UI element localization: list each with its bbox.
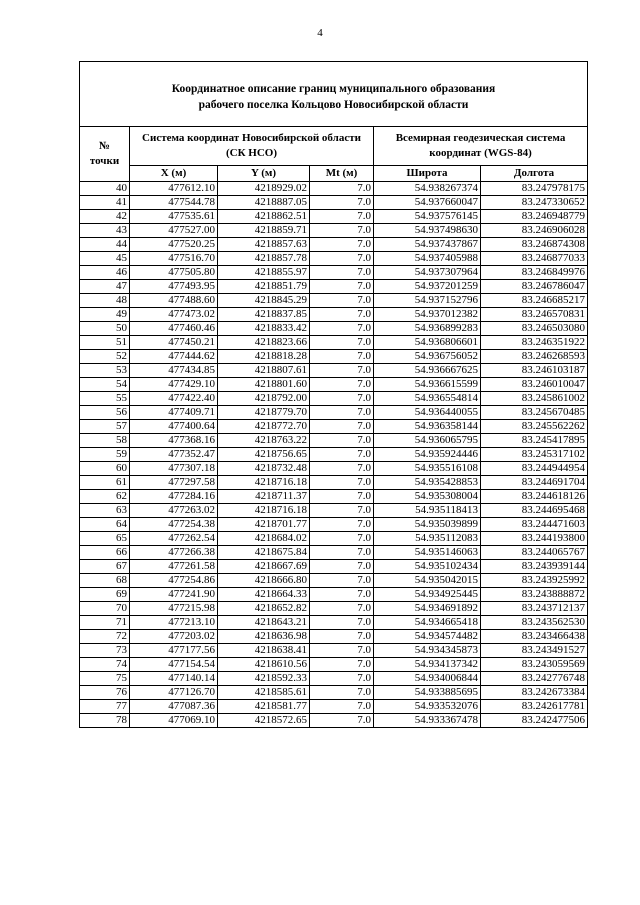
x-value-cell: 477400.64: [130, 420, 218, 434]
longitude-value-cell: 83.246503080: [481, 322, 588, 336]
mt-value-cell: 7.0: [310, 224, 374, 238]
x-value-cell: 477368.16: [130, 434, 218, 448]
x-value-cell: 477203.02: [130, 630, 218, 644]
point-number-cell: 54: [80, 378, 130, 392]
latitude-value-cell: 54.935118413: [374, 504, 481, 518]
y-value-cell: 4218929.02: [218, 182, 310, 196]
longitude-value-cell: 83.245417895: [481, 434, 588, 448]
latitude-value-cell: 54.936615599: [374, 378, 481, 392]
table-row: [80, 420, 588, 434]
point-number-cell: 74: [80, 658, 130, 672]
table-row: [80, 658, 588, 672]
y-value-cell: 4218823.66: [218, 336, 310, 350]
table-row: [80, 308, 588, 322]
mt-value-cell: 7.0: [310, 434, 374, 448]
x-value-cell: 477544.78: [130, 196, 218, 210]
latitude-value-cell: 54.934925445: [374, 588, 481, 602]
mt-value-cell: 7.0: [310, 308, 374, 322]
longitude-value-cell: 83.245670485: [481, 406, 588, 420]
point-number-cell: 50: [80, 322, 130, 336]
table-row: [80, 280, 588, 294]
table-row: [80, 560, 588, 574]
longitude-value-cell: 83.246948779: [481, 210, 588, 224]
x-value-cell: 477460.46: [130, 322, 218, 336]
longitude-value-cell: 83.246685217: [481, 294, 588, 308]
latitude-value-cell: 54.937498630: [374, 224, 481, 238]
mt-value-cell: 7.0: [310, 630, 374, 644]
y-value-cell: 4218756.65: [218, 448, 310, 462]
x-value-cell: 477297.58: [130, 476, 218, 490]
point-number-header: [80, 127, 130, 182]
point-number-cell: 60: [80, 462, 130, 476]
longitude-value-cell: 83.242776748: [481, 672, 588, 686]
latitude-value-cell: 54.936065795: [374, 434, 481, 448]
table-row: [80, 700, 588, 714]
latitude-value-cell: 54.937437867: [374, 238, 481, 252]
latitude-value-cell: 54.937660047: [374, 196, 481, 210]
table-row: [80, 546, 588, 560]
mt-value-cell: 7.0: [310, 350, 374, 364]
y-value-cell: 4218807.61: [218, 364, 310, 378]
mt-value-cell: 7.0: [310, 700, 374, 714]
mt-value-cell: 7.0: [310, 392, 374, 406]
point-number-cell: 49: [80, 308, 130, 322]
longitude-value-cell: 83.246874308: [481, 238, 588, 252]
mt-value-cell: 7.0: [310, 266, 374, 280]
table-row: [80, 574, 588, 588]
longitude-value-cell: 83.245861002: [481, 392, 588, 406]
latitude-value-cell: 54.936667625: [374, 364, 481, 378]
point-number-cell: 65: [80, 532, 130, 546]
point-number-cell: 62: [80, 490, 130, 504]
mt-value-cell: 7.0: [310, 658, 374, 672]
x-value-cell: 477266.38: [130, 546, 218, 560]
mt-header: Mt (м): [310, 166, 374, 182]
y-header: Y (м): [218, 166, 310, 182]
longitude-value-cell: 83.242673384: [481, 686, 588, 700]
longitude-value-cell: 83.243491527: [481, 644, 588, 658]
y-value-cell: 4218675.84: [218, 546, 310, 560]
mt-value-cell: 7.0: [310, 546, 374, 560]
table-title: [80, 62, 588, 127]
latitude-value-cell: 54.937405988: [374, 252, 481, 266]
longitude-value-cell: 83.246849976: [481, 266, 588, 280]
latitude-value-cell: 54.938267374: [374, 182, 481, 196]
x-header: X (м): [130, 166, 218, 182]
x-value-cell: 477493.95: [130, 280, 218, 294]
table-row: [80, 476, 588, 490]
table-title-line2: рабочего поселка Кольцово Новосибирской области: [198, 99, 469, 111]
x-value-cell: 477535.61: [130, 210, 218, 224]
table-row: [80, 490, 588, 504]
table-row: [80, 294, 588, 308]
point-number-cell: 44: [80, 238, 130, 252]
point-number-cell: 56: [80, 406, 130, 420]
point-number-cell: 48: [80, 294, 130, 308]
longitude-value-cell: 83.242477506: [481, 714, 588, 728]
x-value-cell: 477284.16: [130, 490, 218, 504]
mt-value-cell: 7.0: [310, 238, 374, 252]
table-row: [80, 602, 588, 616]
page-number: 4: [317, 27, 323, 39]
y-value-cell: 4218857.78: [218, 252, 310, 266]
table-row: [80, 238, 588, 252]
x-value-cell: 477126.70: [130, 686, 218, 700]
x-value-cell: 477516.70: [130, 252, 218, 266]
table-row: [80, 210, 588, 224]
longitude-value-cell: 83.246351922: [481, 336, 588, 350]
table-row: [80, 644, 588, 658]
longitude-value-cell: 83.243888872: [481, 588, 588, 602]
point-number-cell: 64: [80, 518, 130, 532]
table-row: [80, 252, 588, 266]
nso-system-header: Система координат Новосибирской области (СК НСО): [130, 127, 374, 166]
table-row: [80, 406, 588, 420]
y-value-cell: 4218652.82: [218, 602, 310, 616]
latitude-value-cell: 54.935924446: [374, 448, 481, 462]
y-value-cell: 4218643.21: [218, 616, 310, 630]
longitude-value-cell: 83.243939144: [481, 560, 588, 574]
mt-value-cell: 7.0: [310, 616, 374, 630]
point-number-cell: 63: [80, 504, 130, 518]
x-value-cell: 477409.71: [130, 406, 218, 420]
longitude-value-cell: 83.243712137: [481, 602, 588, 616]
y-value-cell: 4218684.02: [218, 532, 310, 546]
x-value-cell: 477488.60: [130, 294, 218, 308]
latitude-value-cell: 54.936440055: [374, 406, 481, 420]
table-row: [80, 672, 588, 686]
y-value-cell: 4218837.85: [218, 308, 310, 322]
mt-value-cell: 7.0: [310, 672, 374, 686]
x-value-cell: 477505.80: [130, 266, 218, 280]
y-value-cell: 4218859.71: [218, 224, 310, 238]
point-number-cell: 43: [80, 224, 130, 238]
longitude-value-cell: 83.243466438: [481, 630, 588, 644]
table-row: [80, 462, 588, 476]
longitude-value-cell: 83.244944954: [481, 462, 588, 476]
point-number-cell: 40: [80, 182, 130, 196]
table-row: [80, 378, 588, 392]
latitude-value-cell: 54.934665418: [374, 616, 481, 630]
latitude-value-cell: 54.937201259: [374, 280, 481, 294]
longitude-value-cell: 83.246103187: [481, 364, 588, 378]
y-value-cell: 4218763.22: [218, 434, 310, 448]
point-number-cell: 58: [80, 434, 130, 448]
mt-value-cell: 7.0: [310, 210, 374, 224]
mt-value-cell: 7.0: [310, 280, 374, 294]
x-value-cell: 477069.10: [130, 714, 218, 728]
latitude-value-cell: 54.936756052: [374, 350, 481, 364]
latitude-value-cell: 54.935428853: [374, 476, 481, 490]
y-value-cell: 4218636.98: [218, 630, 310, 644]
mt-value-cell: 7.0: [310, 714, 374, 728]
y-value-cell: 4218801.60: [218, 378, 310, 392]
longitude-value-cell: 83.244691704: [481, 476, 588, 490]
point-number-cell: 71: [80, 616, 130, 630]
longitude-value-cell: 83.245562262: [481, 420, 588, 434]
mt-value-cell: 7.0: [310, 420, 374, 434]
table-row: [80, 616, 588, 630]
y-value-cell: 4218581.77: [218, 700, 310, 714]
point-number-cell: 46: [80, 266, 130, 280]
latitude-value-cell: 54.937576145: [374, 210, 481, 224]
y-value-cell: 4218701.77: [218, 518, 310, 532]
x-value-cell: 477087.36: [130, 700, 218, 714]
y-value-cell: 4218772.70: [218, 420, 310, 434]
y-value-cell: 4218592.33: [218, 672, 310, 686]
table-row: [80, 714, 588, 728]
x-value-cell: 477241.90: [130, 588, 218, 602]
point-number-cell: 55: [80, 392, 130, 406]
longitude-value-cell: 83.244471603: [481, 518, 588, 532]
table-body: [80, 182, 588, 728]
point-number-cell: 69: [80, 588, 130, 602]
y-value-cell: 4218833.42: [218, 322, 310, 336]
x-value-cell: 477527.00: [130, 224, 218, 238]
mt-value-cell: 7.0: [310, 182, 374, 196]
table-row: [80, 336, 588, 350]
y-value-cell: 4218664.33: [218, 588, 310, 602]
y-value-cell: 4218732.48: [218, 462, 310, 476]
y-value-cell: 4218667.69: [218, 560, 310, 574]
x-value-cell: 477213.10: [130, 616, 218, 630]
x-value-cell: 477263.02: [130, 504, 218, 518]
latitude-value-cell: 54.937307964: [374, 266, 481, 280]
x-value-cell: 477450.21: [130, 336, 218, 350]
table-row: [80, 322, 588, 336]
point-number-cell: 57: [80, 420, 130, 434]
y-value-cell: 4218716.18: [218, 504, 310, 518]
longitude-value-cell: 83.243562530: [481, 616, 588, 630]
table-row: [80, 448, 588, 462]
table-row: [80, 392, 588, 406]
mt-value-cell: 7.0: [310, 252, 374, 266]
point-number-cell: 73: [80, 644, 130, 658]
longitude-value-cell: 83.246786047: [481, 280, 588, 294]
table-row: [80, 588, 588, 602]
latitude-value-cell: 54.935112083: [374, 532, 481, 546]
longitude-value-cell: 83.242617781: [481, 700, 588, 714]
latitude-header: Широта: [374, 166, 481, 182]
point-number-cell: 51: [80, 336, 130, 350]
point-number-cell: 77: [80, 700, 130, 714]
latitude-value-cell: 54.936806601: [374, 336, 481, 350]
point-number-cell: 59: [80, 448, 130, 462]
x-value-cell: 477429.10: [130, 378, 218, 392]
y-value-cell: 4218792.00: [218, 392, 310, 406]
longitude-header: Долгота: [481, 166, 588, 182]
x-value-cell: 477444.62: [130, 350, 218, 364]
x-value-cell: 477520.25: [130, 238, 218, 252]
longitude-value-cell: 83.247978175: [481, 182, 588, 196]
y-value-cell: 4218716.18: [218, 476, 310, 490]
point-number-cell: 67: [80, 560, 130, 574]
longitude-value-cell: 83.247330652: [481, 196, 588, 210]
longitude-value-cell: 83.246570831: [481, 308, 588, 322]
latitude-value-cell: 54.933367478: [374, 714, 481, 728]
point-number-cell: 42: [80, 210, 130, 224]
mt-value-cell: 7.0: [310, 588, 374, 602]
x-value-cell: 477422.40: [130, 392, 218, 406]
y-value-cell: 4218711.37: [218, 490, 310, 504]
latitude-value-cell: 54.936358144: [374, 420, 481, 434]
point-number-cell: 47: [80, 280, 130, 294]
longitude-value-cell: 83.244695468: [481, 504, 588, 518]
point-number-cell: 66: [80, 546, 130, 560]
latitude-value-cell: 54.935308004: [374, 490, 481, 504]
wgs84-system-header: Всемирная геодезическая система координат (WGS-84): [374, 127, 588, 166]
x-value-cell: 477177.56: [130, 644, 218, 658]
longitude-value-cell: 83.246010047: [481, 378, 588, 392]
point-number-cell: 61: [80, 476, 130, 490]
y-value-cell: 4218666.80: [218, 574, 310, 588]
mt-value-cell: 7.0: [310, 560, 374, 574]
point-number-cell: 45: [80, 252, 130, 266]
table-row: [80, 364, 588, 378]
y-value-cell: 4218585.61: [218, 686, 310, 700]
x-value-cell: 477262.54: [130, 532, 218, 546]
table-row: [80, 182, 588, 196]
latitude-value-cell: 54.935102434: [374, 560, 481, 574]
x-value-cell: 477254.38: [130, 518, 218, 532]
longitude-value-cell: 83.246877033: [481, 252, 588, 266]
y-value-cell: 4218818.28: [218, 350, 310, 364]
latitude-value-cell: 54.934006844: [374, 672, 481, 686]
point-number-header-symbol: №: [98, 140, 111, 152]
y-value-cell: 4218887.05: [218, 196, 310, 210]
latitude-value-cell: 54.936899283: [374, 322, 481, 336]
point-number-cell: 53: [80, 364, 130, 378]
latitude-value-cell: 54.934691892: [374, 602, 481, 616]
mt-value-cell: 7.0: [310, 196, 374, 210]
mt-value-cell: 7.0: [310, 490, 374, 504]
x-value-cell: 477612.10: [130, 182, 218, 196]
y-value-cell: 4218638.41: [218, 644, 310, 658]
coordinates-table: [79, 61, 588, 728]
table-row: [80, 518, 588, 532]
table-row: [80, 532, 588, 546]
mt-value-cell: 7.0: [310, 364, 374, 378]
mt-value-cell: 7.0: [310, 406, 374, 420]
latitude-value-cell: 54.933532076: [374, 700, 481, 714]
y-value-cell: 4218779.70: [218, 406, 310, 420]
mt-value-cell: 7.0: [310, 518, 374, 532]
longitude-value-cell: 83.244193800: [481, 532, 588, 546]
x-value-cell: 477473.02: [130, 308, 218, 322]
point-number-cell: 78: [80, 714, 130, 728]
y-value-cell: 4218610.56: [218, 658, 310, 672]
mt-value-cell: 7.0: [310, 322, 374, 336]
point-number-cell: 76: [80, 686, 130, 700]
x-value-cell: 477352.47: [130, 448, 218, 462]
table-row: [80, 350, 588, 364]
y-value-cell: 4218845.29: [218, 294, 310, 308]
x-value-cell: 477254.86: [130, 574, 218, 588]
table-row: [80, 196, 588, 210]
table-row: [80, 504, 588, 518]
x-value-cell: 477434.85: [130, 364, 218, 378]
mt-value-cell: 7.0: [310, 532, 374, 546]
table-row: [80, 434, 588, 448]
y-value-cell: 4218862.51: [218, 210, 310, 224]
point-number-header-label: точки: [89, 155, 120, 167]
table-title-line1: Координатное описание границ муниципального образования: [171, 83, 496, 95]
latitude-value-cell: 54.937012382: [374, 308, 481, 322]
longitude-value-cell: 83.243925992: [481, 574, 588, 588]
x-value-cell: 477154.54: [130, 658, 218, 672]
latitude-value-cell: 54.935042015: [374, 574, 481, 588]
latitude-value-cell: 54.933885695: [374, 686, 481, 700]
longitude-value-cell: 83.243059569: [481, 658, 588, 672]
latitude-value-cell: 54.934345873: [374, 644, 481, 658]
point-number-cell: 41: [80, 196, 130, 210]
y-value-cell: 4218572.65: [218, 714, 310, 728]
table-row: [80, 266, 588, 280]
mt-value-cell: 7.0: [310, 602, 374, 616]
y-value-cell: 4218851.79: [218, 280, 310, 294]
longitude-value-cell: 83.244618126: [481, 490, 588, 504]
mt-value-cell: 7.0: [310, 504, 374, 518]
point-number-cell: 75: [80, 672, 130, 686]
point-number-cell: 72: [80, 630, 130, 644]
latitude-value-cell: 54.934574482: [374, 630, 481, 644]
y-value-cell: 4218855.97: [218, 266, 310, 280]
longitude-value-cell: 83.246906028: [481, 224, 588, 238]
mt-value-cell: 7.0: [310, 686, 374, 700]
mt-value-cell: 7.0: [310, 336, 374, 350]
mt-value-cell: 7.0: [310, 644, 374, 658]
table-row: [80, 630, 588, 644]
point-number-cell: 68: [80, 574, 130, 588]
latitude-value-cell: 54.935516108: [374, 462, 481, 476]
point-number-cell: 70: [80, 602, 130, 616]
x-value-cell: 477261.58: [130, 560, 218, 574]
mt-value-cell: 7.0: [310, 476, 374, 490]
table-row: [80, 224, 588, 238]
mt-value-cell: 7.0: [310, 378, 374, 392]
longitude-value-cell: 83.245317102: [481, 448, 588, 462]
mt-value-cell: 7.0: [310, 574, 374, 588]
x-value-cell: 477307.18: [130, 462, 218, 476]
x-value-cell: 477140.14: [130, 672, 218, 686]
latitude-value-cell: 54.935146063: [374, 546, 481, 560]
mt-value-cell: 7.0: [310, 448, 374, 462]
latitude-value-cell: 54.936554814: [374, 392, 481, 406]
point-number-cell: 52: [80, 350, 130, 364]
table-row: [80, 686, 588, 700]
x-value-cell: 477215.98: [130, 602, 218, 616]
mt-value-cell: 7.0: [310, 294, 374, 308]
y-value-cell: 4218857.63: [218, 238, 310, 252]
longitude-value-cell: 83.246268593: [481, 350, 588, 364]
longitude-value-cell: 83.244065767: [481, 546, 588, 560]
mt-value-cell: 7.0: [310, 462, 374, 476]
latitude-value-cell: 54.937152796: [374, 294, 481, 308]
latitude-value-cell: 54.935039899: [374, 518, 481, 532]
latitude-value-cell: 54.934137342: [374, 658, 481, 672]
